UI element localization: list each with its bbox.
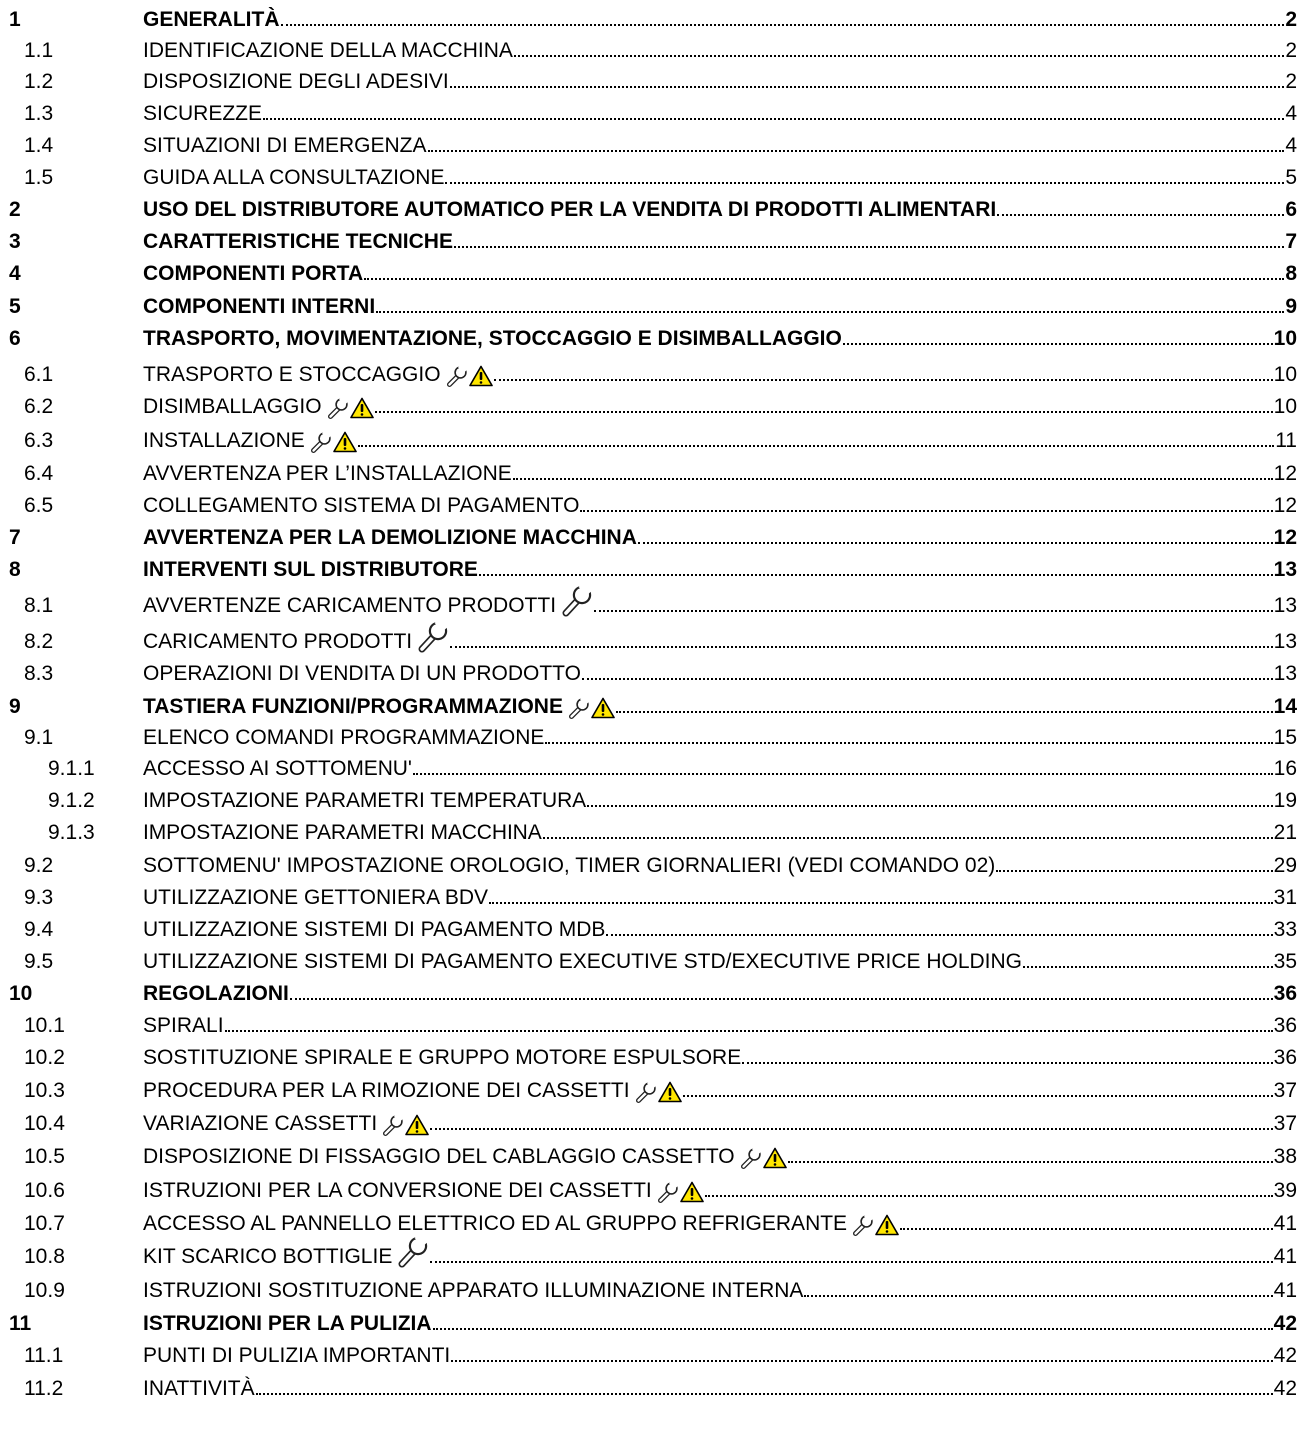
toc-page-number: 29	[1273, 854, 1297, 877]
wrench-icon	[740, 1147, 762, 1169]
toc-line	[143, 558, 1297, 582]
dot-leader	[364, 278, 1284, 280]
toc-line	[143, 982, 1297, 1006]
toc-page-number: 10	[1273, 395, 1297, 418]
dot-leader	[804, 1295, 1272, 1297]
toc-line	[143, 1179, 1297, 1203]
toc-page-number: 2	[1285, 8, 1297, 31]
toc-line	[143, 1212, 1297, 1236]
toc-title: ACCESSO AL PANNELLO ELETTRICO ED AL GRUPPO REFRIGERANTE	[143, 1212, 848, 1235]
toc-entry-6-2[interactable]	[0, 391, 1300, 421]
toc-entry-10-3[interactable]	[0, 1075, 1300, 1105]
toc-title: IDENTIFICAZIONE DELLA MACCHINA	[143, 39, 513, 62]
warning-icon	[763, 1147, 787, 1169]
toc-title: SOSTITUZIONE SPIRALE E GRUPPO MOTORE ESPULSORE	[143, 1046, 742, 1069]
dot-leader	[489, 902, 1273, 904]
toc-line	[143, 854, 1297, 878]
toc-line	[143, 1145, 1297, 1169]
toc-number: 6.3	[24, 429, 54, 452]
toc-icons	[852, 1214, 899, 1236]
toc-entry-1-2[interactable]	[0, 66, 1300, 96]
toc-page-number: 14	[1273, 695, 1297, 718]
toc-page-number: 12	[1273, 462, 1297, 485]
dot-leader	[450, 86, 1285, 88]
dot-leader	[514, 55, 1284, 57]
toc-page-number: 4	[1285, 102, 1297, 125]
dot-leader	[843, 343, 1273, 345]
toc-title: AVVERTENZA PER L’INSTALLAZIONE	[143, 462, 512, 485]
toc-page-number: 41	[1273, 1279, 1297, 1302]
toc-number: 10	[9, 982, 33, 1005]
wrench-large-icon	[561, 584, 593, 618]
toc-number: 9.4	[24, 918, 54, 941]
toc-title: AVVERTENZE CARICAMENTO PRODOTTI	[143, 594, 557, 617]
toc-title: SPIRALI	[143, 1014, 224, 1037]
wrench-icon	[852, 1214, 874, 1236]
toc-number: 1.1	[24, 39, 54, 62]
dot-leader	[788, 1161, 1273, 1163]
toc-line	[143, 494, 1297, 518]
toc-line	[143, 1235, 1297, 1269]
toc-page-number: 13	[1273, 558, 1297, 581]
wrench-large-icon	[397, 1235, 429, 1269]
toc-title: IMPOSTAZIONE PARAMETRI TEMPERATURA	[143, 789, 587, 812]
toc-line	[143, 950, 1297, 974]
toc-icons	[327, 397, 374, 419]
toc-number: 9.1.2	[48, 789, 95, 812]
toc-line	[143, 1312, 1297, 1336]
toc-entry-10-1[interactable]	[0, 1010, 1300, 1040]
toc-line	[143, 262, 1297, 286]
toc-number: 5	[9, 295, 21, 318]
toc-number: 6.2	[24, 395, 54, 418]
wrench-icon	[310, 431, 332, 453]
toc-entry-2[interactable]	[0, 194, 1300, 224]
toc-icons	[561, 584, 593, 618]
toc-title: AVVERTENZA PER LA DEMOLIZIONE MACCHINA	[143, 526, 637, 549]
toc-number: 10.6	[24, 1179, 65, 1202]
dot-leader	[742, 1062, 1272, 1064]
toc-line	[143, 429, 1297, 453]
toc-number: 9.5	[24, 950, 54, 973]
toc-number: 11	[9, 1312, 32, 1335]
toc-entry-1-1[interactable]	[0, 35, 1300, 65]
toc-line	[143, 1377, 1297, 1401]
toc-line	[143, 1279, 1297, 1303]
toc-page-number: 4	[1285, 134, 1297, 157]
toc-page-number: 33	[1273, 918, 1297, 941]
toc-title: COMPONENTI INTERNI	[143, 295, 376, 318]
toc-page-number: 12	[1273, 526, 1297, 549]
toc-line	[143, 918, 1297, 942]
toc-page-number: 10	[1273, 363, 1297, 386]
toc-entry-1-5[interactable]	[0, 162, 1300, 192]
toc-entry-9[interactable]	[0, 691, 1300, 721]
toc-title: CARATTERISTICHE TECNICHE	[143, 230, 453, 253]
toc-entry-7[interactable]	[0, 522, 1300, 552]
toc-entry-8-2[interactable]	[0, 626, 1300, 656]
toc-title: DISPOSIZIONE DEGLI ADESIVI	[143, 70, 449, 93]
toc-entry-11-1[interactable]	[0, 1340, 1300, 1370]
dot-leader	[997, 214, 1284, 216]
dot-leader	[358, 445, 1274, 447]
toc-line	[143, 102, 1297, 126]
toc-entry-5[interactable]	[0, 291, 1300, 321]
toc-title: DISPOSIZIONE DI FISSAGGIO DEL CABLAGGIO CASSETTO	[143, 1145, 735, 1168]
dot-leader	[900, 1228, 1273, 1230]
toc-line	[143, 726, 1297, 750]
toc-line	[143, 526, 1297, 550]
toc-entry-9-3[interactable]	[0, 882, 1300, 912]
toc-entry-1[interactable]	[0, 4, 1300, 34]
toc-number: 8.3	[24, 662, 54, 685]
toc-icons	[310, 431, 357, 453]
toc-title: UTILIZZAZIONE GETTONIERA BDV	[143, 886, 488, 909]
toc-title: ISTRUZIONI PER LA PULIZIA	[143, 1312, 432, 1335]
toc-entry-9-1[interactable]	[0, 722, 1300, 752]
wrench-icon	[657, 1181, 679, 1203]
toc-title: PROCEDURA PER LA RIMOZIONE DEI CASSETTI	[143, 1079, 630, 1102]
toc-number: 1.2	[24, 70, 54, 93]
toc-number: 10.9	[24, 1279, 65, 1302]
toc-title: INSTALLAZIONE	[143, 429, 305, 452]
dot-leader	[225, 1030, 1273, 1032]
toc-line	[143, 1046, 1297, 1070]
toc-title: REGOLAZIONI	[143, 982, 289, 1005]
toc-number: 1	[9, 8, 21, 31]
toc-page-number: 13	[1273, 662, 1297, 685]
toc-line	[143, 757, 1297, 781]
toc-title: ELENCO COMANDI PROGRAMMAZIONE	[143, 726, 545, 749]
toc-number: 10.7	[24, 1212, 65, 1235]
toc-line	[143, 198, 1297, 222]
warning-icon	[680, 1181, 704, 1203]
toc-title: PUNTI DI PULIZIA IMPORTANTI	[143, 1344, 451, 1367]
toc-page-number: 42	[1273, 1377, 1297, 1400]
toc-entry-10[interactable]	[0, 978, 1300, 1008]
dot-leader	[582, 678, 1273, 680]
toc-number: 9.1.3	[48, 821, 95, 844]
toc-number: 9	[9, 695, 21, 718]
dot-leader	[281, 24, 1285, 26]
toc-title: VARIAZIONE CASSETTI	[143, 1112, 378, 1135]
dot-leader	[543, 837, 1273, 839]
toc-page-number: 13	[1273, 630, 1297, 653]
dot-leader	[587, 805, 1273, 807]
toc-line	[143, 1014, 1297, 1038]
toc-number: 8.2	[24, 630, 54, 653]
toc-number: 8.1	[24, 594, 54, 617]
toc-number: 7	[9, 526, 21, 549]
toc-entry-3[interactable]	[0, 226, 1300, 256]
toc-icons	[657, 1181, 704, 1203]
toc-page-number: 15	[1273, 726, 1297, 749]
toc-title: CARICAMENTO PRODOTTI	[143, 630, 413, 653]
dot-leader	[256, 1393, 1273, 1395]
toc-entry-10-2[interactable]	[0, 1042, 1300, 1072]
toc-entry-9-1-3[interactable]	[0, 817, 1300, 847]
wrench-icon	[568, 697, 590, 719]
toc-line	[143, 295, 1297, 319]
toc-page-number: 11	[1275, 429, 1297, 452]
toc-title: COMPONENTI PORTA	[143, 262, 364, 285]
toc-entry-6[interactable]	[0, 323, 1300, 353]
toc-title: IMPOSTAZIONE PARAMETRI MACCHINA	[143, 821, 542, 844]
toc-number: 10.2	[24, 1046, 65, 1069]
wrench-large-icon	[417, 620, 449, 654]
toc-line	[143, 1344, 1297, 1368]
toc-title: ACCESSO AI SOTTOMENU'	[143, 757, 412, 780]
toc-entry-4[interactable]	[0, 258, 1300, 288]
toc-number: 1.3	[24, 102, 54, 125]
dot-leader	[376, 311, 1284, 313]
wrench-icon	[446, 365, 468, 387]
toc-title: SICUREZZE	[143, 102, 263, 125]
dot-leader	[430, 1128, 1272, 1130]
toc-number: 6.5	[24, 494, 54, 517]
toc-line	[143, 620, 1297, 654]
toc-entry-9-1-2[interactable]	[0, 785, 1300, 815]
toc-page-number: 10	[1273, 327, 1297, 350]
toc-number: 3	[9, 230, 21, 253]
toc-page-number: 37	[1273, 1079, 1297, 1102]
toc-line	[143, 39, 1297, 63]
dot-leader	[375, 411, 1273, 413]
toc-title: GENERALITÀ	[143, 8, 280, 31]
toc-line	[143, 166, 1297, 190]
toc-line	[143, 395, 1297, 419]
toc-icons	[446, 365, 493, 387]
toc-title: TRASPORTO E STOCCAGGIO	[143, 363, 441, 386]
dot-leader	[430, 1261, 1272, 1263]
toc-number: 10.4	[24, 1112, 65, 1135]
toc-entry-11[interactable]	[0, 1308, 1300, 1338]
toc-number: 9.2	[24, 854, 54, 877]
toc-page-number: 12	[1273, 494, 1297, 517]
toc-icons	[568, 697, 615, 719]
warning-icon	[333, 431, 357, 453]
toc-page-number: 2	[1285, 39, 1297, 62]
toc-entry-8-1[interactable]	[0, 590, 1300, 620]
toc-line	[143, 662, 1297, 686]
toc-title: TASTIERA FUNZIONI/PROGRAMMAZIONE	[143, 695, 563, 718]
dot-leader	[450, 646, 1273, 648]
dot-leader	[513, 478, 1273, 480]
dot-leader	[683, 1095, 1273, 1097]
toc-line	[143, 821, 1297, 845]
toc-entry-10-9[interactable]	[0, 1275, 1300, 1305]
toc-title: ISTRUZIONI SOSTITUZIONE APPARATO ILLUMINAZIONE INTERNA	[143, 1279, 804, 1302]
toc-line	[143, 584, 1297, 618]
toc-page-number: 35	[1273, 950, 1297, 973]
toc-line	[143, 462, 1297, 486]
toc-title: DISIMBALLAGGIO	[143, 395, 322, 418]
toc-page-number: 13	[1273, 594, 1297, 617]
toc-number: 6.1	[24, 363, 54, 386]
toc-number: 10.5	[24, 1145, 65, 1168]
toc-page-number: 19	[1273, 789, 1297, 812]
toc-number: 9.1.1	[48, 757, 95, 780]
warning-icon	[469, 365, 493, 387]
toc-line	[143, 789, 1297, 813]
toc-entry-9-1-1[interactable]	[0, 753, 1300, 783]
dot-leader	[428, 150, 1285, 152]
toc-page-number: 42	[1273, 1344, 1297, 1367]
toc-number: 1.4	[24, 134, 54, 157]
dot-leader	[451, 1360, 1272, 1362]
toc-number: 9.1	[24, 726, 54, 749]
dot-leader	[263, 118, 1284, 120]
warning-icon	[658, 1081, 682, 1103]
toc-entry-6-3[interactable]	[0, 425, 1300, 455]
toc-entry-9-4[interactable]	[0, 914, 1300, 944]
toc-page-number: 36	[1273, 982, 1297, 1005]
toc-title: TRASPORTO, MOVIMENTAZIONE, STOCCAGGIO E DISIMBALLAGGIO	[143, 327, 842, 350]
toc-line	[143, 1112, 1297, 1136]
toc-title: KIT SCARICO BOTTIGLIE	[143, 1245, 393, 1268]
toc-number: 4	[9, 262, 21, 285]
toc-entry-11-2[interactable]	[0, 1373, 1300, 1403]
toc-entry-10-5[interactable]	[0, 1141, 1300, 1171]
toc-line	[143, 8, 1297, 32]
toc-number: 11.1	[24, 1344, 64, 1367]
toc-title: SOTTOMENU' IMPOSTAZIONE OROLOGIO, TIMER GIORNALIERI (VEDI COMANDO 02)	[143, 854, 996, 877]
toc-page-number: 9	[1285, 295, 1297, 318]
dot-leader	[996, 870, 1272, 872]
toc-entry-10-6[interactable]	[0, 1175, 1300, 1205]
toc-entry-10-4[interactable]	[0, 1108, 1300, 1138]
dot-leader	[479, 574, 1273, 576]
dot-leader	[705, 1195, 1273, 1197]
toc-line	[143, 134, 1297, 158]
toc-title: UTILIZZAZIONE SISTEMI DI PAGAMENTO MDB	[143, 918, 606, 941]
dot-leader	[494, 379, 1273, 381]
toc-icons	[397, 1235, 429, 1269]
toc-entry-8[interactable]	[0, 554, 1300, 584]
toc-title: USO DEL DISTRIBUTORE AUTOMATICO PER LA VENDITA DI PRODOTTI ALIMENTARI	[143, 198, 997, 221]
toc-line	[143, 695, 1297, 719]
toc-page-number: 37	[1273, 1112, 1297, 1135]
toc-page-number: 36	[1273, 1014, 1297, 1037]
dot-leader	[545, 742, 1272, 744]
toc-title: COLLEGAMENTO SISTEMA DI PAGAMENTO	[143, 494, 580, 517]
toc-line	[143, 1079, 1297, 1103]
toc-page-number: 8	[1285, 262, 1297, 285]
warning-icon	[875, 1214, 899, 1236]
toc-number: 1.5	[24, 166, 54, 189]
toc-icons	[635, 1081, 682, 1103]
warning-icon	[350, 397, 374, 419]
toc-number: 10.8	[24, 1245, 65, 1268]
toc-icons	[382, 1114, 429, 1136]
toc-page-number: 41	[1273, 1212, 1297, 1235]
wrench-icon	[382, 1114, 404, 1136]
toc-page-number: 41	[1273, 1245, 1297, 1268]
toc-title: INTERVENTI SUL DISTRIBUTORE	[143, 558, 478, 581]
toc-number: 2	[9, 198, 21, 221]
toc-entry-1-3[interactable]	[0, 98, 1300, 128]
toc-page-number: 36	[1273, 1046, 1297, 1069]
toc-entry-6-1[interactable]	[0, 359, 1300, 389]
toc-page-number: 31	[1273, 886, 1297, 909]
toc-title: GUIDA ALLA CONSULTAZIONE	[143, 166, 445, 189]
wrench-icon	[327, 397, 349, 419]
dot-leader	[445, 182, 1284, 184]
toc-line	[143, 363, 1297, 387]
toc-line	[143, 70, 1297, 94]
warning-icon	[405, 1114, 429, 1136]
toc-entry-6-5[interactable]	[0, 490, 1300, 520]
toc-entry-10-7[interactable]	[0, 1208, 1300, 1238]
toc-entry-8-3[interactable]	[0, 658, 1300, 688]
toc-number: 6.4	[24, 462, 54, 485]
dot-leader	[454, 246, 1284, 248]
toc-icons	[417, 620, 449, 654]
toc-title: OPERAZIONI DI VENDITA DI UN PRODOTTO	[143, 662, 581, 685]
toc-entry-6-4[interactable]	[0, 458, 1300, 488]
toc-page-number: 39	[1273, 1179, 1297, 1202]
toc-number: 11.2	[24, 1377, 64, 1400]
dot-leader	[638, 542, 1273, 544]
warning-icon	[591, 697, 615, 719]
toc-title: INATTIVITÀ	[143, 1377, 255, 1400]
toc-entry-10-8[interactable]	[0, 1241, 1300, 1271]
toc-entry-9-5[interactable]	[0, 946, 1300, 976]
dot-leader	[606, 934, 1272, 936]
toc-page-number: 38	[1273, 1145, 1297, 1168]
toc-title: ISTRUZIONI PER LA CONVERSIONE DEI CASSETTI	[143, 1179, 652, 1202]
toc-entry-1-4[interactable]	[0, 130, 1300, 160]
toc-page-number: 5	[1285, 166, 1297, 189]
dot-leader	[290, 998, 1273, 1000]
toc-page-number: 16	[1273, 757, 1297, 780]
toc-line	[143, 886, 1297, 910]
toc-number: 9.3	[24, 886, 54, 909]
toc-page-number: 21	[1273, 821, 1297, 844]
wrench-icon	[635, 1081, 657, 1103]
dot-leader	[594, 610, 1273, 612]
dot-leader	[433, 1328, 1273, 1330]
toc-page-number: 7	[1285, 230, 1297, 253]
toc-line	[143, 230, 1297, 254]
dot-leader	[580, 510, 1272, 512]
toc-number: 10.3	[24, 1079, 65, 1102]
toc-page-number: 2	[1285, 70, 1297, 93]
dot-leader	[1023, 966, 1273, 968]
toc-title: UTILIZZAZIONE SISTEMI DI PAGAMENTO EXECUTIVE STD/EXECUTIVE PRICE HOLDING	[143, 950, 1023, 973]
toc-page-number: 6	[1285, 198, 1297, 221]
toc-line	[143, 327, 1297, 351]
dot-leader	[413, 773, 1273, 775]
toc-number: 10.1	[24, 1014, 65, 1037]
toc-page-number: 42	[1273, 1312, 1297, 1335]
toc-entry-9-2[interactable]	[0, 850, 1300, 880]
toc-title: SITUAZIONI DI EMERGENZA	[143, 134, 427, 157]
toc-number: 8	[9, 558, 21, 581]
toc-number: 6	[9, 327, 21, 350]
toc-icons	[740, 1147, 787, 1169]
dot-leader	[616, 711, 1273, 713]
